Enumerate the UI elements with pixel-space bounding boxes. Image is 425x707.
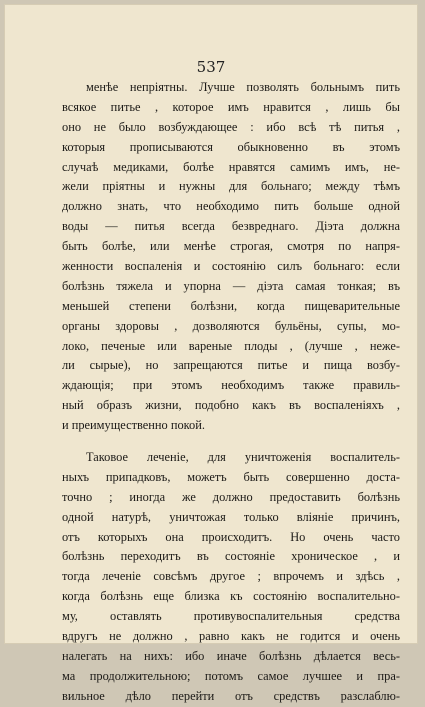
text-line: быть болѣе, или менѣе строгая, смотря по напря- — [62, 239, 400, 254]
text-line: которыя прописываются обыкновенно въ этомъ — [62, 139, 400, 154]
text-line: му, оставлять противувоспалительныя средства — [62, 609, 400, 624]
body-text — [62, 78, 400, 707]
text-line: менѣе непріятны. Лучше позволять больнымъ пить — [86, 80, 400, 94]
text-line: налегать на нихъ: ибо иначе болѣзнь дѣлается весь- — [62, 648, 400, 663]
text-line: ли сырые), но запрещаются питье и пища возбу- — [62, 358, 400, 373]
text-line: ма продолжительною; потомъ самое лучшее и пра- — [62, 668, 400, 683]
text-line: Таковое леченіе, для уничтоженія воспалитель- — [86, 450, 400, 465]
text-line: органы здоровы , дозволяются бульёны, супы, мо- — [62, 318, 400, 333]
text-line: меньшей степени болѣзни, когда пищеварительные — [62, 298, 400, 313]
text-line: и преимущественно покой. — [62, 418, 205, 433]
text-line: точно ; иногда же должно предоставить болѣзнь — [62, 489, 400, 504]
text-line: жели пріятны и нужны для больнаго; между тѣмъ — [62, 179, 400, 194]
text-line: отъ которыхъ она происходитъ. Но очень часто — [62, 529, 400, 544]
text-line: случаѣ медиками, болѣе нравятся самимъ имъ, не- — [62, 159, 400, 174]
paragraph-1 — [62, 78, 400, 436]
text-line: ждающія; при этомъ необходимъ также правиль- — [62, 378, 400, 393]
book-page — [4, 4, 418, 703]
text-line: вдругъ не должно , равно какъ не годится и очень — [62, 629, 400, 644]
text-line: воды — питья всегда безвреднаго. Діэта должна — [62, 219, 400, 234]
paragraph-gap — [62, 436, 400, 448]
text-line: болѣзнь тяжела и упорна — діэта самая тонкая; въ — [62, 278, 400, 293]
text-line: одной натурѣ, уничтожая только вліяніе причинъ, — [62, 509, 400, 524]
text-line: болѣзнь переходитъ въ состояніе хроническое , и — [62, 549, 400, 564]
text-line: всякое питье , которое имъ нравится , лишь бы — [62, 99, 400, 114]
text-line: когда болѣзнь еще близка къ состоянію воспалительно- — [62, 589, 400, 604]
text-line: должно знать, что необходимо пить больше одной — [62, 199, 400, 214]
paragraph-2 — [62, 448, 400, 707]
text-line: вильное дѣло перейти отъ средствъ разслаблю- — [62, 688, 400, 703]
text-line: оно не было возбуждающее : ибо всѣ тѣ питья , — [62, 119, 400, 134]
text-line: женности воспаленія и состоянію силъ больнаго: если — [62, 259, 400, 274]
text-line: локо, печеные или вареные плоды , (лучше , неже- — [62, 338, 400, 353]
text-line: ный образъ жизни, подобно какъ въ воспаленіяхъ , — [62, 398, 400, 413]
text-line: тогда леченіе совсѣмъ другое ; впрочемъ и здѣсь , — [62, 569, 400, 584]
text-line: ныхъ припадковъ, можетъ быть совершенно доста- — [62, 469, 400, 484]
page-number: 537 — [196, 58, 226, 76]
